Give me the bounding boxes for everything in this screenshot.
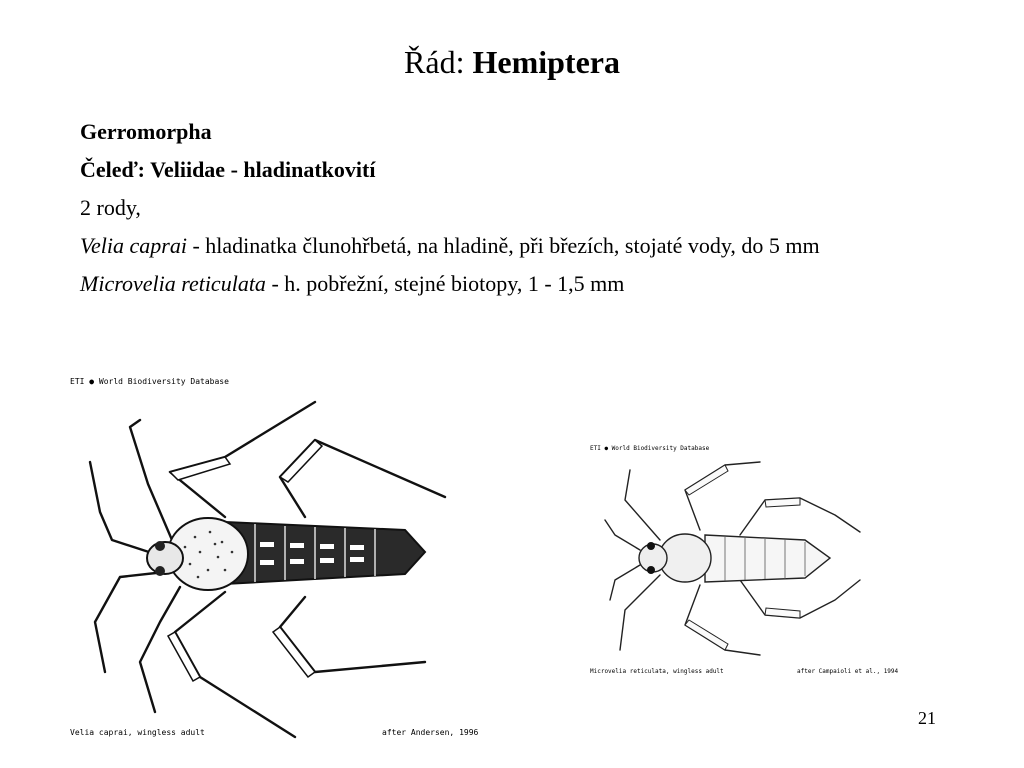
velia-figure <box>60 372 480 744</box>
velia-description: - hladinatka člunohřbetá, na hladině, při březích, stojaté vody, do 5 mm <box>186 233 820 258</box>
microvelia-line <box>80 270 928 298</box>
suborder-line: Gerromorpha <box>80 119 212 144</box>
velia-species-name: Velia caprai <box>80 233 187 258</box>
microvelia-figure-credit: after Campaioli et al., 1994 <box>797 668 899 675</box>
velia-line <box>80 232 928 260</box>
title-order-name: Hemiptera <box>472 44 620 80</box>
title-prefix: Řád: <box>404 44 465 80</box>
velia-figure-source: ETI ● World Biodiversity Database <box>70 377 229 386</box>
microvelia-figure <box>585 440 899 680</box>
microvelia-figure-source: ETI ● World Biodiversity Database <box>590 445 710 452</box>
velia-illustration <box>60 372 480 744</box>
microvelia-figure-caption: Microvelia reticulata, wingless adult <box>590 668 724 675</box>
genera-count-line: 2 rody, <box>80 195 141 220</box>
microvelia-species-name: Microvelia reticulata <box>80 271 266 296</box>
velia-figure-credit: after Andersen, 1996 <box>382 728 479 737</box>
velia-figure-caption: Velia caprai, wingless adult <box>70 728 205 737</box>
microvelia-description: - h. pobřežní, stejné biotopy, 1 - 1,5 mm <box>265 271 625 296</box>
family-line: Čeleď: Veliidae - hladinatkovití <box>80 157 376 182</box>
slide-body <box>80 118 928 308</box>
slide-title <box>0 40 1024 84</box>
microvelia-illustration <box>585 440 885 680</box>
page-number: 21 <box>918 708 936 728</box>
